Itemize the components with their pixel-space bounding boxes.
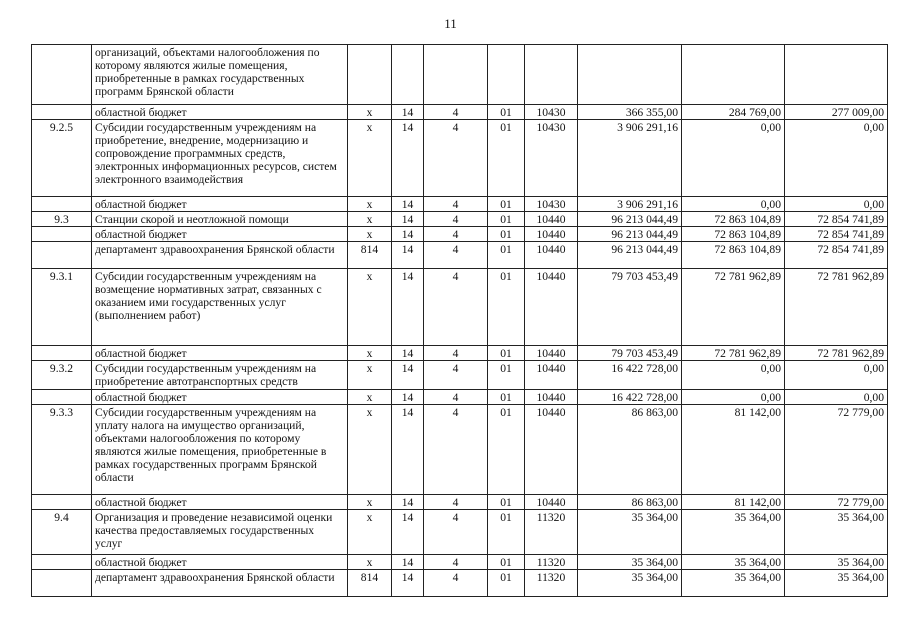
direction-code-cell: 10440 bbox=[525, 227, 578, 242]
subprogram-code-cell: 01 bbox=[488, 346, 525, 361]
amount-year3-cell: 72 854 741,89 bbox=[785, 212, 888, 227]
amount-year3-cell: 35 364,00 bbox=[785, 510, 888, 555]
program-code-cell: 4 bbox=[424, 346, 488, 361]
amount-year2-cell: 35 364,00 bbox=[682, 570, 785, 597]
amount-year1-cell: 35 364,00 bbox=[578, 570, 682, 597]
program-code-cell: 4 bbox=[424, 361, 488, 390]
row-number-cell bbox=[32, 227, 92, 242]
row-number-cell bbox=[32, 390, 92, 405]
amount-year3-cell: 0,00 bbox=[785, 197, 888, 212]
ministry-code-cell: х bbox=[348, 197, 392, 212]
ministry-code-cell: х bbox=[348, 555, 392, 570]
row-number-cell bbox=[32, 555, 92, 570]
subprogram-code-cell: 01 bbox=[488, 361, 525, 390]
row-name-cell: Станции скорой и неотложной помощи bbox=[92, 212, 348, 227]
table-row bbox=[32, 227, 888, 242]
direction-code-cell: 10440 bbox=[525, 346, 578, 361]
amount-year2-cell: 35 364,00 bbox=[682, 510, 785, 555]
row-number-cell bbox=[32, 197, 92, 212]
row-name-cell: областной бюджет bbox=[92, 105, 348, 120]
direction-code-cell: 10440 bbox=[525, 361, 578, 390]
table-row bbox=[32, 405, 888, 495]
amount-year2-cell: 35 364,00 bbox=[682, 555, 785, 570]
amount-year2-cell: 284 769,00 bbox=[682, 105, 785, 120]
program-code-cell: 4 bbox=[424, 227, 488, 242]
program-code-cell: 4 bbox=[424, 212, 488, 227]
amount-year1-cell: 366 355,00 bbox=[578, 105, 682, 120]
ministry-code-cell: х bbox=[348, 212, 392, 227]
amount-year1-cell: 79 703 453,49 bbox=[578, 269, 682, 346]
table-row bbox=[32, 105, 888, 120]
row-name-cell: областной бюджет bbox=[92, 495, 348, 510]
direction-code-cell bbox=[525, 45, 578, 105]
row-number-cell: 9.4 bbox=[32, 510, 92, 555]
section-code-cell: 14 bbox=[392, 105, 424, 120]
subprogram-code-cell: 01 bbox=[488, 510, 525, 555]
subprogram-code-cell: 01 bbox=[488, 212, 525, 227]
direction-code-cell: 10440 bbox=[525, 242, 578, 269]
row-name-cell: областной бюджет bbox=[92, 555, 348, 570]
section-code-cell: 14 bbox=[392, 390, 424, 405]
table-row bbox=[32, 197, 888, 212]
section-code-cell: 14 bbox=[392, 197, 424, 212]
amount-year1-cell: 35 364,00 bbox=[578, 555, 682, 570]
amount-year3-cell bbox=[785, 45, 888, 105]
program-code-cell: 4 bbox=[424, 570, 488, 597]
row-number-cell bbox=[32, 570, 92, 597]
amount-year3-cell: 72 854 741,89 bbox=[785, 242, 888, 269]
amount-year1-cell: 16 422 728,00 bbox=[578, 361, 682, 390]
section-code-cell: 14 bbox=[392, 555, 424, 570]
ministry-code-cell: х bbox=[348, 361, 392, 390]
section-code-cell bbox=[392, 45, 424, 105]
ministry-code-cell: 814 bbox=[348, 242, 392, 269]
subprogram-code-cell: 01 bbox=[488, 197, 525, 212]
row-number-cell: 9.3 bbox=[32, 212, 92, 227]
row-number-cell: 9.3.1 bbox=[32, 269, 92, 346]
section-code-cell: 14 bbox=[392, 269, 424, 346]
amount-year1-cell: 96 213 044,49 bbox=[578, 242, 682, 269]
ministry-code-cell: 814 bbox=[348, 570, 392, 597]
amount-year2-cell: 0,00 bbox=[682, 120, 785, 197]
program-code-cell: 4 bbox=[424, 390, 488, 405]
row-name-cell: областной бюджет bbox=[92, 346, 348, 361]
amount-year3-cell: 72 781 962,89 bbox=[785, 269, 888, 346]
amount-year2-cell bbox=[682, 45, 785, 105]
direction-code-cell: 10440 bbox=[525, 405, 578, 495]
ministry-code-cell: х bbox=[348, 405, 392, 495]
row-number-cell: 9.2.5 bbox=[32, 120, 92, 197]
program-code-cell: 4 bbox=[424, 269, 488, 346]
direction-code-cell: 10440 bbox=[525, 269, 578, 346]
amount-year2-cell: 72 781 962,89 bbox=[682, 269, 785, 346]
direction-code-cell: 11320 bbox=[525, 510, 578, 555]
ministry-code-cell: х bbox=[348, 346, 392, 361]
amount-year3-cell: 0,00 bbox=[785, 120, 888, 197]
row-number-cell: 9.3.3 bbox=[32, 405, 92, 495]
direction-code-cell: 11320 bbox=[525, 555, 578, 570]
direction-code-cell: 11320 bbox=[525, 570, 578, 597]
program-code-cell: 4 bbox=[424, 405, 488, 495]
section-code-cell: 14 bbox=[392, 405, 424, 495]
section-code-cell: 14 bbox=[392, 495, 424, 510]
amount-year1-cell: 96 213 044,49 bbox=[578, 212, 682, 227]
row-name-cell: областной бюджет bbox=[92, 227, 348, 242]
subprogram-code-cell: 01 bbox=[488, 495, 525, 510]
table-row bbox=[32, 570, 888, 597]
amount-year3-cell: 0,00 bbox=[785, 390, 888, 405]
amount-year1-cell: 86 863,00 bbox=[578, 405, 682, 495]
row-name-cell: организаций, объектами налогообложения по которому являются жилые помещения, приобретенные в рамках государственных программ Брянской области bbox=[92, 45, 348, 105]
amount-year3-cell: 277 009,00 bbox=[785, 105, 888, 120]
table-row bbox=[32, 242, 888, 269]
table-body bbox=[32, 45, 888, 597]
ministry-code-cell: х bbox=[348, 120, 392, 197]
amount-year3-cell: 72 854 741,89 bbox=[785, 227, 888, 242]
direction-code-cell: 10430 bbox=[525, 197, 578, 212]
table-row bbox=[32, 346, 888, 361]
amount-year1-cell: 16 422 728,00 bbox=[578, 390, 682, 405]
row-name-cell: Субсидии государственным учреждениям на возмещение нормативных затрат, связанных с оказанием ими государственных услуг (выполнением работ) bbox=[92, 269, 348, 346]
table-row bbox=[32, 361, 888, 390]
amount-year1-cell: 86 863,00 bbox=[578, 495, 682, 510]
amount-year2-cell: 0,00 bbox=[682, 361, 785, 390]
ministry-code-cell bbox=[348, 45, 392, 105]
amount-year1-cell bbox=[578, 45, 682, 105]
ministry-code-cell: х bbox=[348, 227, 392, 242]
program-code-cell: 4 bbox=[424, 242, 488, 269]
amount-year2-cell: 72 781 962,89 bbox=[682, 346, 785, 361]
row-name-cell: областной бюджет bbox=[92, 197, 348, 212]
amount-year3-cell: 0,00 bbox=[785, 361, 888, 390]
amount-year2-cell: 81 142,00 bbox=[682, 405, 785, 495]
page-number: 11 bbox=[444, 16, 457, 31]
section-code-cell: 14 bbox=[392, 212, 424, 227]
program-code-cell: 4 bbox=[424, 105, 488, 120]
ministry-code-cell: х bbox=[348, 269, 392, 346]
direction-code-cell: 10430 bbox=[525, 120, 578, 197]
table-row bbox=[32, 555, 888, 570]
subprogram-code-cell: 01 bbox=[488, 405, 525, 495]
section-code-cell: 14 bbox=[392, 510, 424, 555]
row-name-cell: департамент здравоохранения Брянской области bbox=[92, 570, 348, 597]
subprogram-code-cell bbox=[488, 45, 525, 105]
amount-year1-cell: 96 213 044,49 bbox=[578, 227, 682, 242]
table-row bbox=[32, 495, 888, 510]
budget-table bbox=[31, 44, 888, 597]
ministry-code-cell: х bbox=[348, 495, 392, 510]
amount-year3-cell: 72 781 962,89 bbox=[785, 346, 888, 361]
amount-year3-cell: 35 364,00 bbox=[785, 555, 888, 570]
amount-year2-cell: 0,00 bbox=[682, 390, 785, 405]
program-code-cell: 4 bbox=[424, 120, 488, 197]
amount-year3-cell: 72 779,00 bbox=[785, 405, 888, 495]
subprogram-code-cell: 01 bbox=[488, 120, 525, 197]
section-code-cell: 14 bbox=[392, 570, 424, 597]
row-number-cell bbox=[32, 495, 92, 510]
row-number-cell bbox=[32, 45, 92, 105]
subprogram-code-cell: 01 bbox=[488, 390, 525, 405]
program-code-cell: 4 bbox=[424, 555, 488, 570]
section-code-cell: 14 bbox=[392, 227, 424, 242]
ministry-code-cell: х bbox=[348, 510, 392, 555]
row-name-cell: Организация и проведение независимой оценки качества предоставляемых государственных услуг bbox=[92, 510, 348, 555]
subprogram-code-cell: 01 bbox=[488, 570, 525, 597]
amount-year3-cell: 35 364,00 bbox=[785, 570, 888, 597]
subprogram-code-cell: 01 bbox=[488, 242, 525, 269]
amount-year2-cell: 72 863 104,89 bbox=[682, 227, 785, 242]
amount-year1-cell: 35 364,00 bbox=[578, 510, 682, 555]
direction-code-cell: 10440 bbox=[525, 495, 578, 510]
table-row bbox=[32, 269, 888, 346]
subprogram-code-cell: 01 bbox=[488, 227, 525, 242]
amount-year2-cell: 81 142,00 bbox=[682, 495, 785, 510]
row-number-cell: 9.3.2 bbox=[32, 361, 92, 390]
program-code-cell: 4 bbox=[424, 495, 488, 510]
amount-year2-cell: 72 863 104,89 bbox=[682, 212, 785, 227]
amount-year1-cell: 79 703 453,49 bbox=[578, 346, 682, 361]
amount-year3-cell: 72 779,00 bbox=[785, 495, 888, 510]
row-name-cell: Субсидии государственным учреждениям на приобретение автотранспортных средств bbox=[92, 361, 348, 390]
section-code-cell: 14 bbox=[392, 361, 424, 390]
section-code-cell: 14 bbox=[392, 242, 424, 269]
row-name-cell: Субсидии государственным учреждениям на приобретение, внедрение, модернизацию и сопровождение программных средств, электронных информационных ресурсов, систем электронного взаимодействия bbox=[92, 120, 348, 197]
amount-year2-cell: 0,00 bbox=[682, 197, 785, 212]
row-name-cell: департамент здравоохранения Брянской области bbox=[92, 242, 348, 269]
row-name-cell: областной бюджет bbox=[92, 390, 348, 405]
program-code-cell: 4 bbox=[424, 510, 488, 555]
amount-year1-cell: 3 906 291,16 bbox=[578, 197, 682, 212]
table-row bbox=[32, 45, 888, 105]
row-number-cell bbox=[32, 105, 92, 120]
program-code-cell: 4 bbox=[424, 197, 488, 212]
ministry-code-cell: х bbox=[348, 390, 392, 405]
table-row bbox=[32, 120, 888, 197]
subprogram-code-cell: 01 bbox=[488, 105, 525, 120]
section-code-cell: 14 bbox=[392, 346, 424, 361]
amount-year1-cell: 3 906 291,16 bbox=[578, 120, 682, 197]
direction-code-cell: 10440 bbox=[525, 390, 578, 405]
subprogram-code-cell: 01 bbox=[488, 555, 525, 570]
table-row bbox=[32, 510, 888, 555]
table-row bbox=[32, 390, 888, 405]
table-row bbox=[32, 212, 888, 227]
ministry-code-cell: х bbox=[348, 105, 392, 120]
row-number-cell bbox=[32, 346, 92, 361]
section-code-cell: 14 bbox=[392, 120, 424, 197]
row-name-cell: Субсидии государственным учреждениям на уплату налога на имущество организаций, объектами налогообложения по которому являются жилые помещения, приобретенные в рамках государственных программ Брянской области bbox=[92, 405, 348, 495]
program-code-cell bbox=[424, 45, 488, 105]
amount-year2-cell: 72 863 104,89 bbox=[682, 242, 785, 269]
row-number-cell bbox=[32, 242, 92, 269]
subprogram-code-cell: 01 bbox=[488, 269, 525, 346]
direction-code-cell: 10440 bbox=[525, 212, 578, 227]
direction-code-cell: 10430 bbox=[525, 105, 578, 120]
